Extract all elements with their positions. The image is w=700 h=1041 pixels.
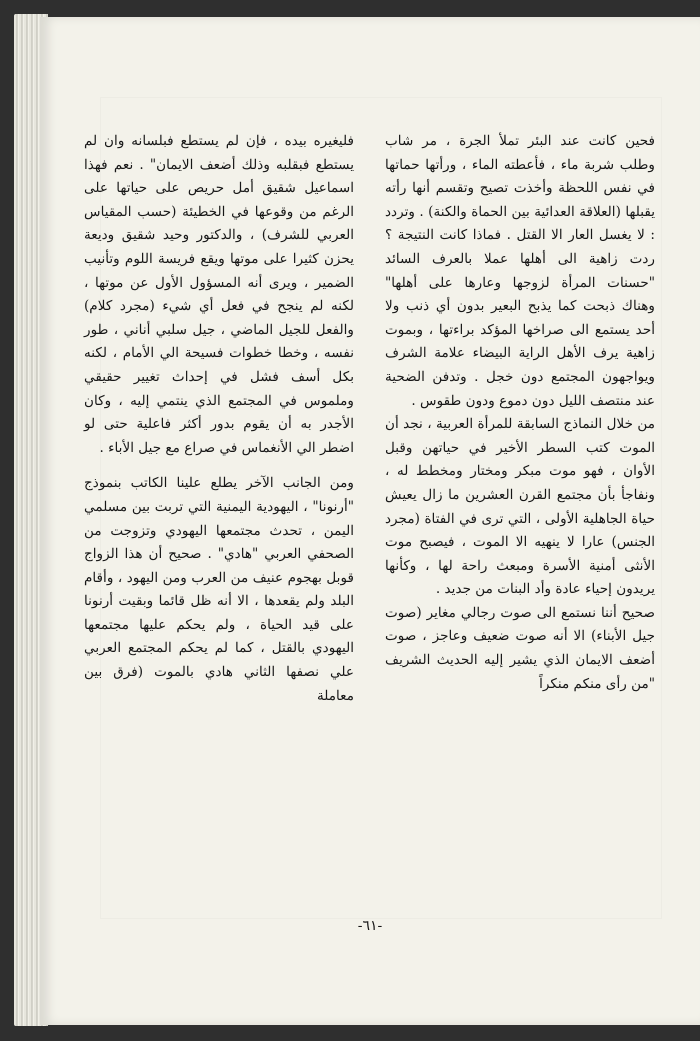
left-text-column — [84, 130, 354, 708]
left-paragraph-2: ومن الجانب الآخر يطلع علينا الكاتب بنموذج "أرنونا" ، اليهودية اليمنية التي تربت بين مسلمي اليمن ، تحدث مجتمعها اليهودي وتزوجت من الصحفي العربي "هادي" . صحيح أن هذا الزواج قوبل بهجوم عنيف من العرب ومن اليهود ، وأقام البلد ولم يقعدها ، الا أنه ظل قائما وبقيت أرنونا على قيد الحياة ، ولم يحكم عليها مجتمعها اليهودي بالقتل ، كما لم يحكم المجتمع العربي علي نصفها الثاني هادي بالموت (فرق بين معاملة — [84, 475, 354, 704]
right-text-column — [385, 130, 655, 696]
right-paragraph-1: فحين كانت عند البئر تملأ الجرة ، مر شاب وطلب شربة ماء ، فأعطته الماء ، ورأتها حماتها في نفس اللحظة وأخذت تصيح وتقسم أنها رأته يقبلها (العلاقة العدائية بين الحماة والكنة) . وتردد : لا يغسل العار الا القتل . فماذا كانت النتيجة ؟ ردت زاهية الى أهلها عملا بالعرف السائد "حسنات المرأة لزوجها وعارها على أهلها" وهناك ذبحت كما يذبح البعير بدون أي ذنب ولا أحد يستمع الى صراخها المؤكد براءتها ، وبموت زاهية يرف الأهل الراية البيضاء علامة الشرف ويواجهون المجتمع دون خجل . وتدفن الضحية عند منتصف الليل دون دموع ودون طقوس . — [385, 133, 655, 409]
right-paragraph-3: صحيح أننا نستمع الى صوت رجالي مغاير (صوت جيل الأبناء) الا أنه صوت ضعيف وعاجز ، صوت أضعف الايمان الذي يشير إليه الحديث الشريف "من رأى منكم منكراً — [385, 604, 655, 692]
left-paragraph-1: فليغيره بيده ، فإن لم يستطع فبلسانه وان لم يستطع فبقلبه وذلك أضعف الايمان" . نعم فهذا اسماعيل شقيق أمل حريص على حياتها على الرغم من وقوعها في الخطيئة (حسب المقياس العربي للشرف) ، والدكتور وحيد شقيق وديعة يحزن كثيرا على موتها ويقع فريسة اللوم وتأنيب الضمير ، ويرى أنه المسؤول الأول عن موتها ، لكنه لم ينجح في فعل أي شيء (مجرد كلام) والفعل للجيل الماضي ، جيل سلبي أناني ، طور نفسه ، وخطا خطوات فسيحة الي الأمام ، لكنه بكل أسف فشل في إحداث تغيير حقيقي وملموس في المجتمع الذي ينتمي إليه ، وكان الأجدر به أن يقوم بدور أكثر فاعلية حتى لو اضطر الي الأنغماس في صراع مع جيل الأباء . — [84, 133, 354, 456]
page-number: -٦١- — [357, 918, 383, 934]
right-paragraph-2: من خلال النماذج السابقة للمرأة العربية ، نجد أن الموت كتب السطر الأخير في حياتهن وقبل الأوان ، فهو موت مبكر ومختار ومخطط له ، ونفاجأ بأن مجتمع القرن العشرين ما زال يعيش حياة الجاهلية الأولى ، التي ترى في الفتاة (مجرد الجنس) عارا لا ينهيه الا الموت ، فيصبح موت الأنثى أمنية الأسرة ومبعث راحة لها ، وكأنها يريدون إحياء عادة وأد البنات من جديد . — [385, 416, 655, 598]
